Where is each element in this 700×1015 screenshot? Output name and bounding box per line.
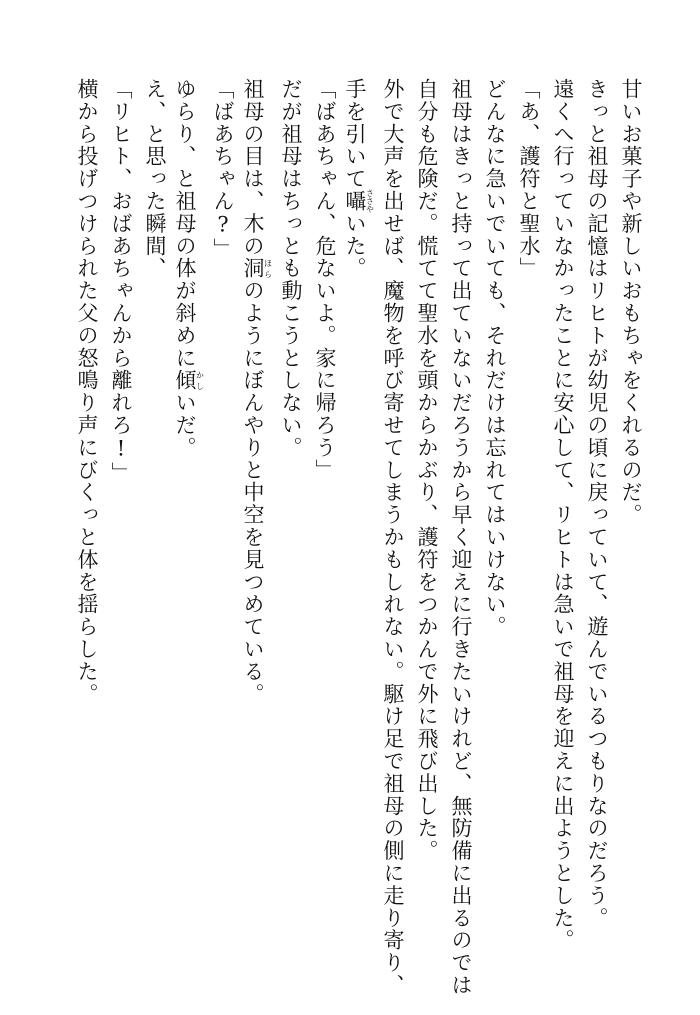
ruby-whisper-reading: ささや <box>365 189 375 214</box>
ruby-tilt <box>173 369 205 392</box>
ruby-whisper <box>343 189 375 214</box>
ruby-tilt-reading: かし <box>195 369 205 392</box>
text-line-17: 横から投げつけられた父の怒鳴り声にびくっと体を揺らした。 <box>75 78 99 706</box>
text-line-15: え、と思った瞬間、 <box>143 78 167 280</box>
line-14-before: ゆらり、と祖母の体が斜めに <box>173 78 197 370</box>
ruby-hollow <box>241 257 273 280</box>
line-9-before: 手を引いて <box>343 78 367 190</box>
ruby-hollow-base: 洞 <box>241 257 265 280</box>
text-line-2: きっと祖母の記憶はリヒトが幼児の頃に戻っていて、遊んでいるつもりなのだろう。 <box>585 78 609 930</box>
ruby-tilt-base: 傾 <box>173 369 197 392</box>
ruby-hollow-reading: ほら <box>263 257 273 280</box>
line-12-before: 祖母の目は、木の <box>241 78 265 258</box>
text-line-1: 甘いお菓子や新しいおもちゃをくれるのだ。 <box>619 78 643 526</box>
text-line-7: 自分も危険だ。慌てて聖水を頭からかぶり、護符をつかんで外に飛び出した。 <box>415 78 439 862</box>
ruby-whisper-base: 囁 <box>343 189 367 214</box>
text-line-11: だが祖母はちっとも動こうとしない。 <box>279 78 303 459</box>
text-line-4: 「あ、護符と聖水」 <box>517 78 541 280</box>
text-line-5: どんなに急いでいても、それだけは忘れてはいけない。 <box>483 78 507 638</box>
text-line-10: 「ばあちゃん、危ないよ。家に帰ろう」 <box>313 78 337 482</box>
text-line-16: 「リヒト、おばあちゃんから離れろ!」 <box>109 78 133 485</box>
line-14-after: いだ。 <box>173 391 197 459</box>
text-line-8: 外で大声を出せば、魔物を呼び寄せてしまうかもしれない。駆け足で祖母の側に走り寄り、 <box>381 78 405 997</box>
text-line-12 <box>242 78 272 978</box>
text-line-9 <box>344 78 374 978</box>
text-line-14 <box>174 78 204 978</box>
line-12-after: のようにぼんやりと中空を見つめている。 <box>241 279 265 706</box>
text-line-6: 祖母はきっと持って出ていないだろうから早く迎えに行きたいけれど、無防備に出るのでは <box>449 78 473 997</box>
text-line-13: 「ばあちゃん?」 <box>211 78 235 261</box>
text-line-3: 遠くへ行っていなかったことに安心して、リヒトは急いで祖母を迎えに出ようとした。 <box>551 78 575 952</box>
line-9-after: いた。 <box>343 212 367 280</box>
